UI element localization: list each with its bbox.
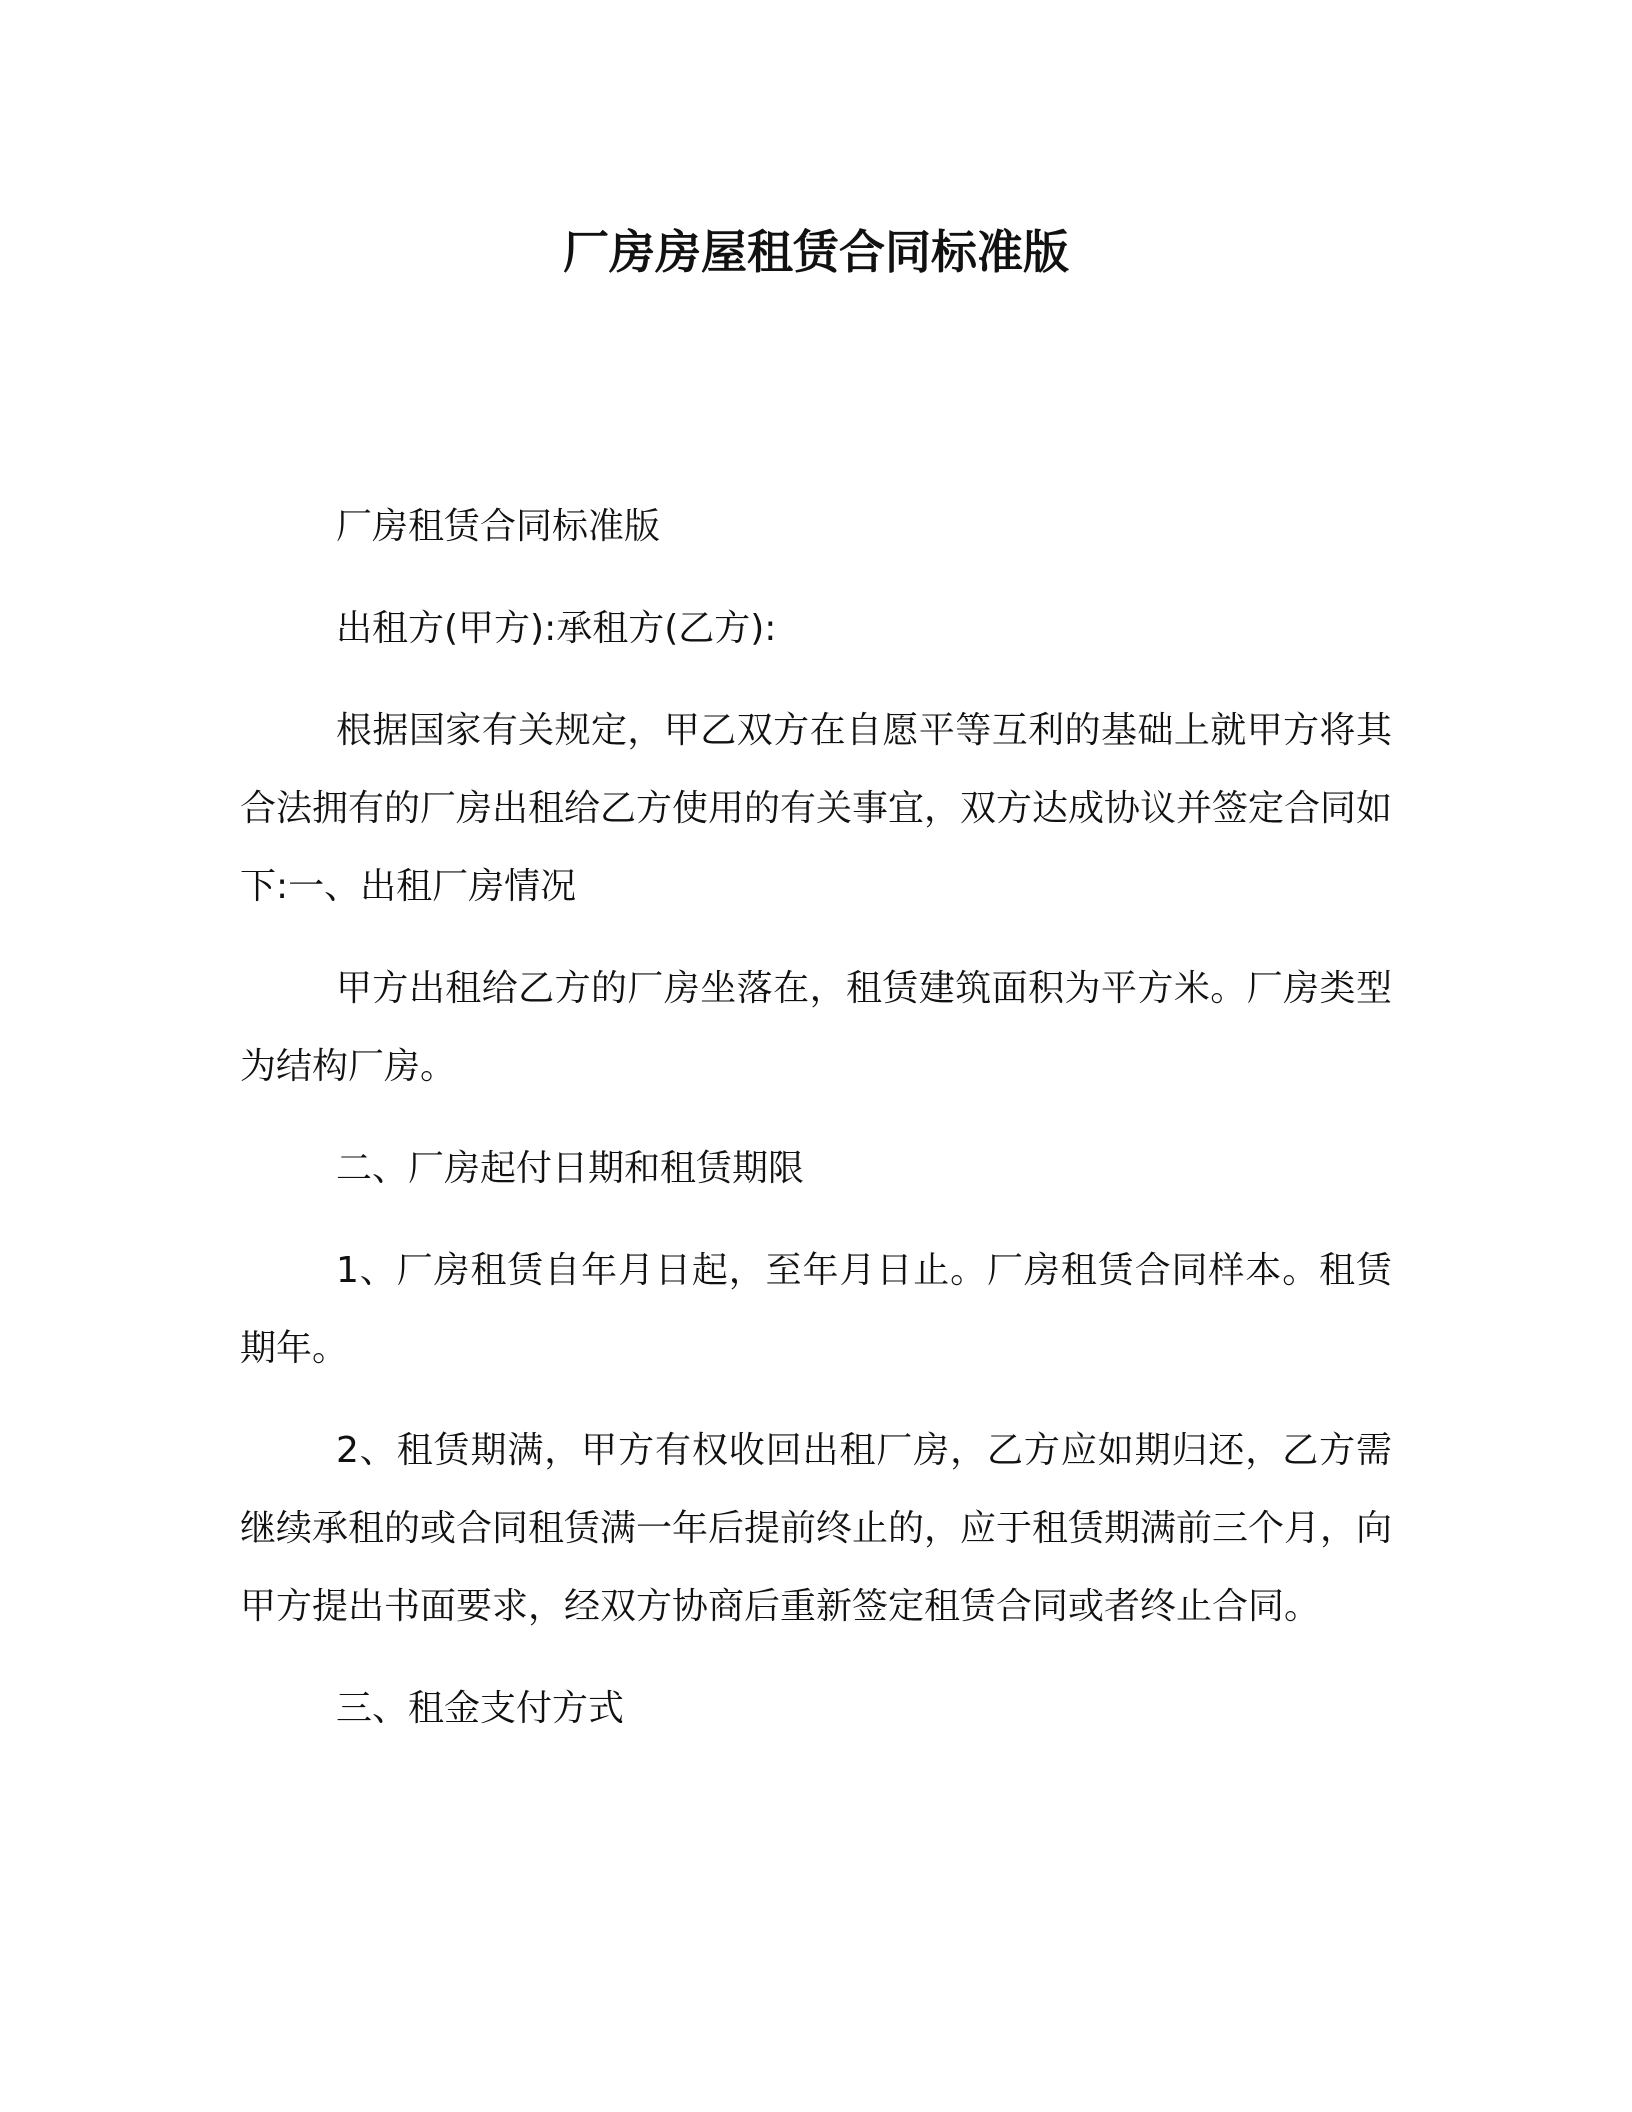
factory-info-paragraph: 甲方出租给乙方的厂房坐落在，租赁建筑面积为平方米。厂房类型为结构厂房。 <box>240 968 1392 1087</box>
parties-paragraph: 出租方(甲方):承租方(乙方): <box>336 608 777 649</box>
section-three-heading: 三、租金支付方式 <box>336 1688 625 1729</box>
section-two-heading: 二、厂房起付日期和租赁期限 <box>336 1148 805 1189</box>
document-body <box>240 488 1392 1772</box>
subtitle-paragraph: 厂房租赁合同标准版 <box>336 506 661 547</box>
lease-term-paragraph: 1、厂房租赁自年月日起，至年月日止。厂房租赁合同样本。租赁期年。 <box>240 1250 1392 1369</box>
lease-expiry-paragraph: 2、租赁期满，甲方有权收回出租厂房，乙方应如期归还，乙方需继续承租的或合同租赁满一年后提前终止的，应于租赁期满前三个月，向甲方提出书面要求，经双方协商后重新签定租赁合同或者终止合同。 <box>240 1430 1393 1627</box>
document-title: 厂房房屋租赁合同标准版 <box>563 225 1069 279</box>
preamble-paragraph: 根据国家有关规定，甲乙双方在自愿平等互利的基础上就甲方将其合法拥有的厂房出租给乙方使用的有关事宜，双方达成协议并签定合同如下:一、出租厂房情况 <box>240 710 1393 907</box>
